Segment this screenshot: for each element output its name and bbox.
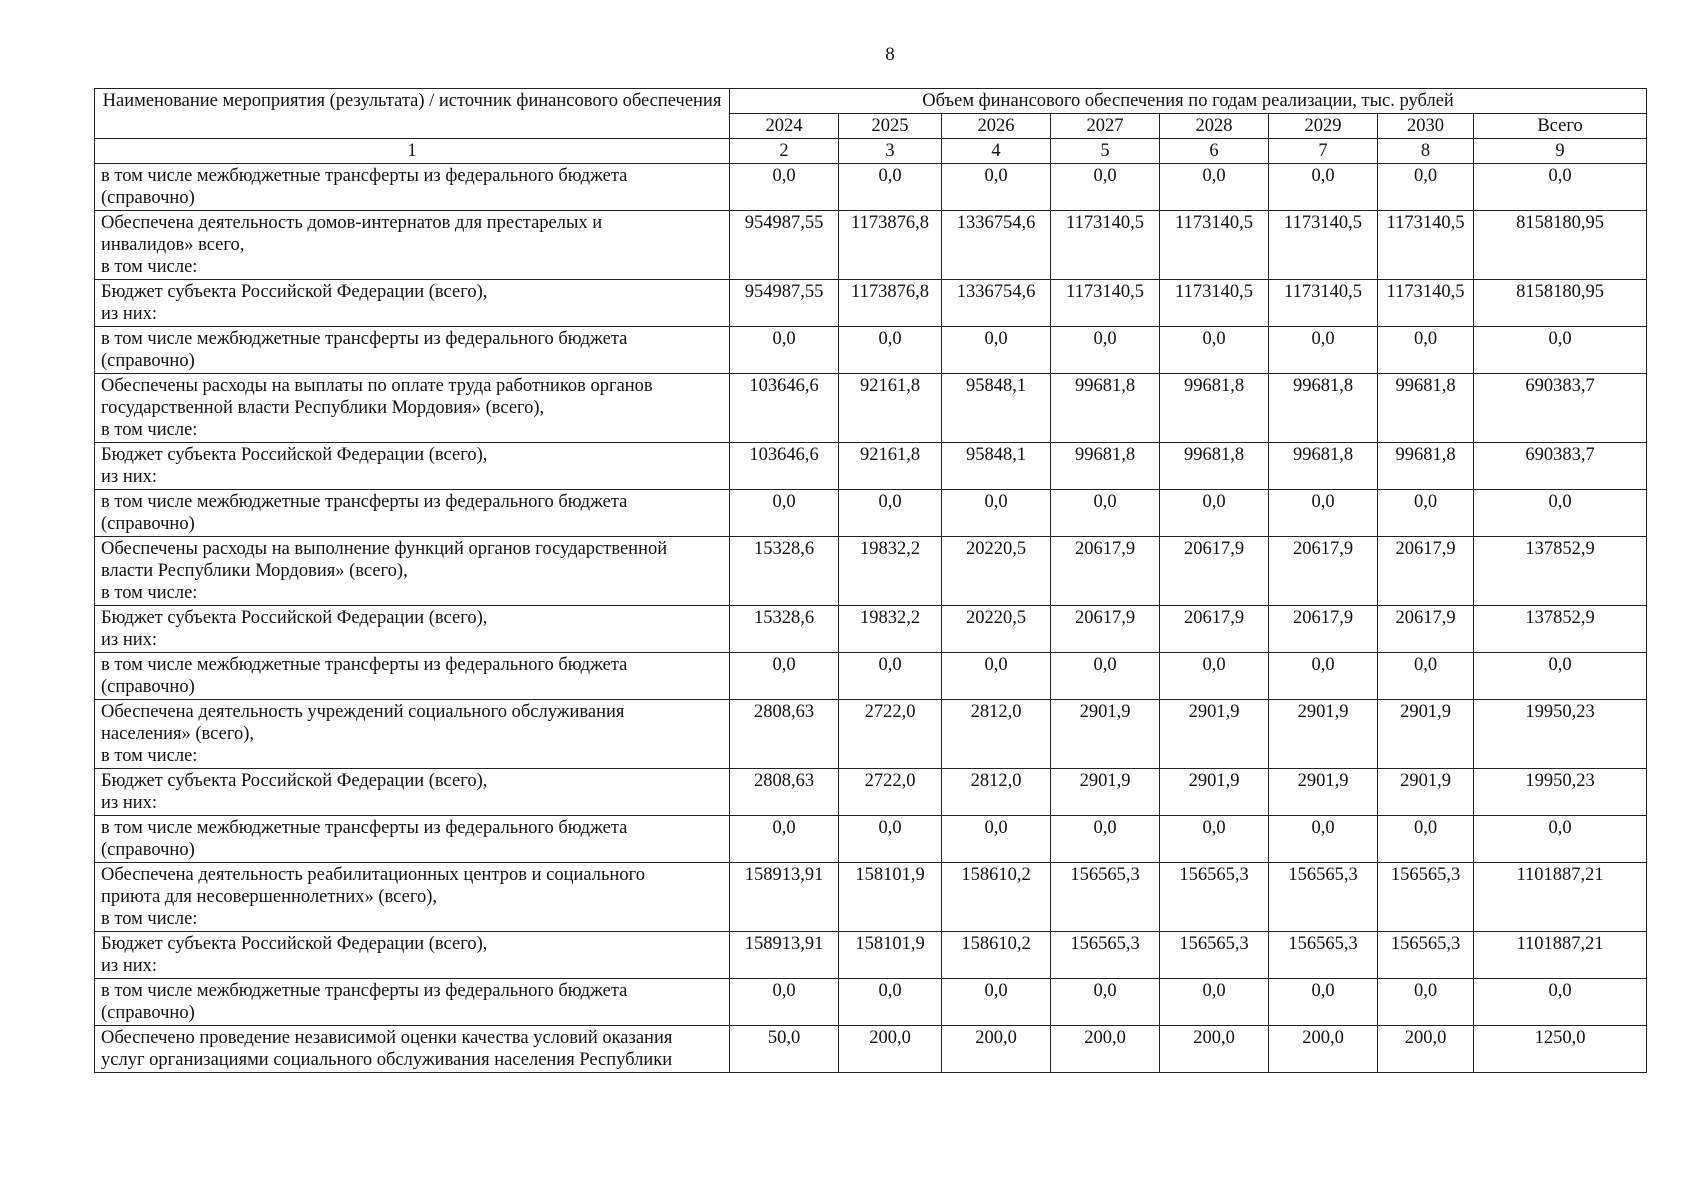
row-name-line: Бюджет субъекта Российской Федерации (всего), [101,934,488,954]
value-cell: 158610,2 [942,863,1051,932]
row-name-line: в том числе межбюджетные трансферты из федерального бюджета [101,492,628,512]
value-cell: 0,0 [942,653,1051,700]
value-cell: 0,0 [730,979,839,1026]
header-year-cell: 2025 [839,114,942,139]
value-cell: 99681,8 [1051,374,1160,443]
value-cell: 0,0 [1269,164,1378,211]
value-cell: 137852,9 [1474,606,1647,653]
header-column-number: 3 [839,139,942,164]
value-cell: 0,0 [1160,164,1269,211]
value-cell: 0,0 [1160,653,1269,700]
row-name-line: Бюджет субъекта Российской Федерации (всего), [101,445,488,465]
value-cell: 0,0 [1051,653,1160,700]
table-row [95,537,1647,606]
value-cell: 0,0 [1269,653,1378,700]
row-name-line: в том числе межбюджетные трансферты из федерального бюджета [101,655,628,675]
value-cell: 1101887,21 [1474,932,1647,979]
page-number: 8 [885,44,895,65]
row-name-cell [95,490,730,537]
value-cell: 0,0 [1474,653,1647,700]
header-column-number: 8 [1378,139,1474,164]
value-cell: 0,0 [1160,327,1269,374]
row-name-line: власти Республики Мордовия» (всего), [101,561,408,581]
table-row [95,374,1647,443]
value-cell: 156565,3 [1378,863,1474,932]
row-name-line: из них: [101,956,158,976]
row-name-line: услуг организациями социального обслуживания населения Республики [101,1050,673,1070]
value-cell: 2812,0 [942,700,1051,769]
value-cell: 0,0 [942,816,1051,863]
row-name-line: в том числе: [101,257,198,277]
value-cell: 2901,9 [1378,769,1474,816]
value-cell: 0,0 [942,490,1051,537]
value-cell: 2901,9 [1051,769,1160,816]
value-cell: 8158180,95 [1474,280,1647,327]
value-cell: 0,0 [1160,490,1269,537]
value-cell: 20617,9 [1160,606,1269,653]
value-cell: 20617,9 [1051,537,1160,606]
row-name-cell [95,769,730,816]
value-cell: 0,0 [1269,490,1378,537]
value-cell: 99681,8 [1160,374,1269,443]
value-cell: 2808,63 [730,769,839,816]
row-name-line: в том числе: [101,420,198,440]
row-name-line: в том числе: [101,583,198,603]
value-cell: 1173140,5 [1051,280,1160,327]
value-cell: 0,0 [1474,816,1647,863]
value-cell: 200,0 [839,1026,942,1073]
value-cell: 99681,8 [1051,443,1160,490]
row-name-line: в том числе межбюджетные трансферты из федерального бюджета [101,981,628,1001]
row-name-line: Обеспечены расходы на выполнение функций органов государственной [101,539,668,559]
value-cell: 158101,9 [839,863,942,932]
value-cell: 2808,63 [730,700,839,769]
row-name-cell [95,932,730,979]
row-name-cell [95,653,730,700]
value-cell: 2901,9 [1160,769,1269,816]
value-cell: 0,0 [839,327,942,374]
value-cell: 0,0 [1474,327,1647,374]
value-cell: 2722,0 [839,700,942,769]
row-name-cell [95,374,730,443]
row-name-line: (справочно) [101,514,195,534]
row-name-cell [95,816,730,863]
value-cell: 0,0 [1378,327,1474,374]
value-cell: 1336754,6 [942,280,1051,327]
value-cell: 19832,2 [839,606,942,653]
header-year-cell: 2027 [1051,114,1160,139]
row-name-cell [95,443,730,490]
value-cell: 0,0 [839,490,942,537]
value-cell: 200,0 [1160,1026,1269,1073]
value-cell: 2901,9 [1269,700,1378,769]
value-cell: 0,0 [1474,164,1647,211]
value-cell: 1173876,8 [839,280,942,327]
value-cell: 99681,8 [1378,443,1474,490]
row-name-cell [95,164,730,211]
value-cell: 103646,6 [730,374,839,443]
row-name-line: в том числе межбюджетные трансферты из федерального бюджета [101,818,628,838]
value-cell: 0,0 [1474,490,1647,537]
value-cell: 20617,9 [1051,606,1160,653]
value-cell: 0,0 [730,164,839,211]
header-column-number: 6 [1160,139,1269,164]
header-column-number: 7 [1269,139,1378,164]
value-cell: 0,0 [1378,816,1474,863]
value-cell: 0,0 [839,816,942,863]
table-body [95,164,1647,1073]
value-cell: 156565,3 [1269,932,1378,979]
value-cell: 15328,6 [730,606,839,653]
table-row [95,932,1647,979]
value-cell: 0,0 [1269,816,1378,863]
value-cell: 0,0 [1378,164,1474,211]
row-name-cell [95,211,730,280]
value-cell: 20220,5 [942,537,1051,606]
value-cell: 158913,91 [730,932,839,979]
table-row [95,863,1647,932]
value-cell: 690383,7 [1474,443,1647,490]
table-row [95,816,1647,863]
value-cell: 0,0 [1051,979,1160,1026]
value-cell: 0,0 [730,653,839,700]
row-name-cell [95,863,730,932]
header-column-number: 5 [1051,139,1160,164]
header-column-numbers-row [95,139,1647,164]
financing-table [94,88,1647,1073]
value-cell: 95848,1 [942,374,1051,443]
value-cell: 50,0 [730,1026,839,1073]
value-cell: 200,0 [1378,1026,1474,1073]
value-cell: 20617,9 [1269,537,1378,606]
value-cell: 156565,3 [1160,863,1269,932]
value-cell: 200,0 [1051,1026,1160,1073]
value-cell: 0,0 [839,653,942,700]
value-cell: 2722,0 [839,769,942,816]
value-cell: 0,0 [730,816,839,863]
row-name-line: Обеспечена деятельность учреждений социального обслуживания [101,702,625,722]
row-name-line: приюта для несовершеннолетних» (всего), [101,887,437,907]
table-row [95,1026,1647,1073]
value-cell: 1173140,5 [1051,211,1160,280]
value-cell: 99681,8 [1160,443,1269,490]
header-year-cell: 2028 [1160,114,1269,139]
row-name-line: Бюджет субъекта Российской Федерации (всего), [101,282,488,302]
header-column-number: 2 [730,139,839,164]
header-column-number: 4 [942,139,1051,164]
table-row [95,653,1647,700]
value-cell: 92161,8 [839,374,942,443]
row-name-line: в том числе межбюджетные трансферты из федерального бюджета [101,166,628,186]
value-cell: 954987,55 [730,211,839,280]
row-name-cell [95,327,730,374]
value-cell: 1173876,8 [839,211,942,280]
row-name-line: из них: [101,793,158,813]
value-cell: 156565,3 [1378,932,1474,979]
value-cell: 1250,0 [1474,1026,1647,1073]
table-row [95,979,1647,1026]
value-cell: 0,0 [942,979,1051,1026]
row-name-line: Бюджет субъекта Российской Федерации (всего), [101,608,488,628]
value-cell: 0,0 [1269,979,1378,1026]
value-cell: 1173140,5 [1378,211,1474,280]
row-name-cell [95,537,730,606]
value-cell: 99681,8 [1269,374,1378,443]
row-name-line: инвалидов» всего, [101,235,245,255]
value-cell: 19950,23 [1474,769,1647,816]
header-year-cell: Всего [1474,114,1647,139]
row-name-cell [95,606,730,653]
row-name-line: из них: [101,304,158,324]
value-cell: 0,0 [1378,490,1474,537]
header-column-number: 1 [95,139,730,164]
value-cell: 1173140,5 [1269,280,1378,327]
value-cell: 158913,91 [730,863,839,932]
value-cell: 20617,9 [1160,537,1269,606]
value-cell: 103646,6 [730,443,839,490]
value-cell: 0,0 [730,490,839,537]
value-cell: 20220,5 [942,606,1051,653]
value-cell: 2901,9 [1269,769,1378,816]
value-cell: 0,0 [942,327,1051,374]
table-row [95,700,1647,769]
table-row [95,280,1647,327]
value-cell: 2901,9 [1378,700,1474,769]
row-name-line: (справочно) [101,840,195,860]
row-name-line: из них: [101,630,158,650]
header-financing-volume: Объем финансового обеспечения по годам реализации, тыс. рублей [730,89,1647,114]
value-cell: 15328,6 [730,537,839,606]
row-name-line: из них: [101,467,158,487]
value-cell: 20617,9 [1269,606,1378,653]
value-cell: 156565,3 [1269,863,1378,932]
value-cell: 0,0 [1474,979,1647,1026]
table-row [95,606,1647,653]
row-name-cell [95,979,730,1026]
value-cell: 2812,0 [942,769,1051,816]
row-name-line: Обеспечена деятельность домов-интернатов для престарелых и [101,213,603,233]
table-row [95,490,1647,537]
row-name-line: (справочно) [101,351,195,371]
value-cell: 156565,3 [1160,932,1269,979]
value-cell: 0,0 [942,164,1051,211]
row-name-line: государственной власти Республики Мордовия» (всего), [101,398,545,418]
value-cell: 99681,8 [1378,374,1474,443]
value-cell: 1173140,5 [1378,280,1474,327]
header-year-cell: 2029 [1269,114,1378,139]
value-cell: 0,0 [1269,327,1378,374]
row-name-line: Обеспечена деятельность реабилитационных центров и социального [101,865,645,885]
value-cell: 0,0 [730,327,839,374]
value-cell: 20617,9 [1378,606,1474,653]
value-cell: 1173140,5 [1269,211,1378,280]
header-name-column: Наименование мероприятия (результата) / источник финансового обеспечения [95,89,730,139]
value-cell: 2901,9 [1160,700,1269,769]
value-cell: 156565,3 [1051,932,1160,979]
row-name-line: в том числе межбюджетные трансферты из федерального бюджета [101,329,628,349]
table-row [95,211,1647,280]
value-cell: 1101887,21 [1474,863,1647,932]
value-cell: 0,0 [1378,653,1474,700]
table-row [95,327,1647,374]
header-year-cell: 2026 [942,114,1051,139]
row-name-line: населения» (всего), [101,724,254,744]
value-cell: 0,0 [1160,979,1269,1026]
value-cell: 95848,1 [942,443,1051,490]
row-name-line: Обеспечено проведение независимой оценки качества условий оказания [101,1028,673,1048]
value-cell: 1173140,5 [1160,211,1269,280]
value-cell: 8158180,95 [1474,211,1647,280]
value-cell: 20617,9 [1378,537,1474,606]
row-name-line: Бюджет субъекта Российской Федерации (всего), [101,771,488,791]
header-year-cell: 2024 [730,114,839,139]
value-cell: 92161,8 [839,443,942,490]
row-name-cell [95,700,730,769]
value-cell: 2901,9 [1051,700,1160,769]
value-cell: 0,0 [1051,490,1160,537]
value-cell: 0,0 [1160,816,1269,863]
row-name-line: Обеспечены расходы на выплаты по оплате труда работников органов [101,376,653,396]
value-cell: 158610,2 [942,932,1051,979]
value-cell: 158101,9 [839,932,942,979]
value-cell: 0,0 [839,979,942,1026]
value-cell: 0,0 [1051,164,1160,211]
row-name-line: (справочно) [101,188,195,208]
value-cell: 200,0 [1269,1026,1378,1073]
value-cell: 19950,23 [1474,700,1647,769]
value-cell: 99681,8 [1269,443,1378,490]
value-cell: 156565,3 [1051,863,1160,932]
header-year-cell: 2030 [1378,114,1474,139]
table-row [95,164,1647,211]
row-name-line: в том числе: [101,909,198,929]
value-cell: 0,0 [839,164,942,211]
value-cell: 954987,55 [730,280,839,327]
value-cell: 200,0 [942,1026,1051,1073]
row-name-line: в том числе: [101,746,198,766]
row-name-cell [95,280,730,327]
table-row [95,769,1647,816]
value-cell: 0,0 [1051,816,1160,863]
value-cell: 690383,7 [1474,374,1647,443]
value-cell: 1336754,6 [942,211,1051,280]
row-name-line: (справочно) [101,1003,195,1023]
value-cell: 19832,2 [839,537,942,606]
header-column-number: 9 [1474,139,1647,164]
row-name-cell [95,1026,730,1073]
row-name-line: (справочно) [101,677,195,697]
value-cell: 137852,9 [1474,537,1647,606]
value-cell: 0,0 [1378,979,1474,1026]
value-cell: 0,0 [1051,327,1160,374]
table-row [95,443,1647,490]
value-cell: 1173140,5 [1160,280,1269,327]
